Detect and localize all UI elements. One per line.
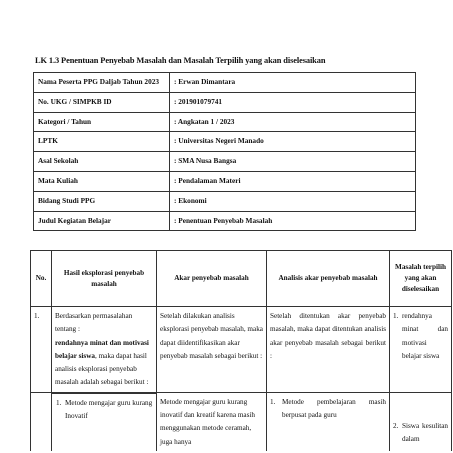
info-row xyxy=(34,73,416,93)
cell-terpilih xyxy=(390,307,452,393)
row-number-empty xyxy=(31,392,52,451)
info-row xyxy=(34,112,416,132)
hasil-intro: Berdasarkan permasalahan tentang : xyxy=(55,312,133,334)
info-label: Nama Peserta PPG Daljab Tahun 2023 xyxy=(34,73,170,93)
header-akar: Akar penyebab masalah xyxy=(157,251,267,307)
info-row xyxy=(34,92,416,112)
page-title: LK 1.3 Penentuan Penyebab Masalah dan Masalah Terpilih yang akan diselesaikan xyxy=(35,56,326,65)
row-number: 1. xyxy=(31,307,52,393)
table-row xyxy=(31,392,452,451)
cell-analisis: Setelah ditentukan akar penyebab masalah, maka dapat ditentukan analisis akar penyebab masalah sebagai berikut : xyxy=(267,307,390,393)
info-row xyxy=(34,211,416,231)
info-value: : Penentuan Penyebab Masalah xyxy=(170,211,416,231)
table-row xyxy=(31,307,452,393)
list-number: 1. xyxy=(393,312,399,320)
info-label: LPTK xyxy=(34,132,170,152)
analisis-item-text: Metode pembelajaran masih berpusat pada guru xyxy=(282,397,386,420)
info-value: : Universitas Negeri Manado xyxy=(170,132,416,152)
header-analisis: Analisis akar penyebab masalah xyxy=(267,251,390,307)
cell-akar: Setelah dilakukan analisis eksplorasi penyebab masalah, maka dapat diidentifikasikan akar penyebab masalah sebagai berikut : xyxy=(157,307,267,393)
info-label: Bidang Studi PPG xyxy=(34,191,170,211)
info-value: : Ekonomi xyxy=(170,191,416,211)
terpilih-text: rendahnya minat dan motivasi belajar siswa xyxy=(402,312,448,360)
info-label: Kategori / Tahun xyxy=(34,112,170,132)
header-terpilih: Masalah terpilih yang akan diselesaikan xyxy=(390,251,452,307)
cell-analisis-item xyxy=(267,392,390,451)
info-value: : Erwan Dimantara xyxy=(170,73,416,93)
info-row xyxy=(34,191,416,211)
problem-analysis-table xyxy=(30,250,452,451)
info-label: Asal Sekolah xyxy=(34,152,170,172)
header-hasil: Hasil eksplorasi penyebab masalah xyxy=(52,251,157,307)
info-value: : 201901079741 xyxy=(170,92,416,112)
info-value: : Angkatan 1 / 2023 xyxy=(170,112,416,132)
list-number: 2. xyxy=(393,421,399,430)
cell-hasil-item xyxy=(52,392,157,451)
list-number: 1. xyxy=(56,398,62,407)
info-value: : SMA Nusa Bangsa xyxy=(170,152,416,172)
info-row xyxy=(34,152,416,172)
info-label: Judul Kegiatan Belajar xyxy=(34,211,170,231)
info-label: No. UKG / SIMPKB ID xyxy=(34,92,170,112)
hasil-item-text: Metode mengajar guru kurang Inovatif xyxy=(65,398,153,421)
info-row xyxy=(34,171,416,191)
terpilih-item-text: Siswa kesulitan dalam xyxy=(402,421,448,444)
cell-terpilih-item xyxy=(390,392,452,451)
info-value: : Pendalaman Materi xyxy=(170,171,416,191)
hasil-followup: , maka dapat hasil analisis eksplorasi penyebab masalah adalah sebagai berikut : xyxy=(55,351,149,387)
identity-table xyxy=(33,72,416,231)
list-number: 1. xyxy=(270,397,276,406)
table-header-row xyxy=(31,251,452,307)
info-row xyxy=(34,132,416,152)
cell-akar-item: Metode mengajar guru kurang inovatif dan kreatif karena masih menggunakan metode ceramah, juga hanya xyxy=(157,392,267,451)
cell-hasil xyxy=(52,307,157,393)
hasil-problem: rendahnya minat dan motivasi belajar siswa xyxy=(55,338,149,360)
info-label: Mata Kuliah xyxy=(34,171,170,191)
header-no: No. xyxy=(31,251,52,307)
